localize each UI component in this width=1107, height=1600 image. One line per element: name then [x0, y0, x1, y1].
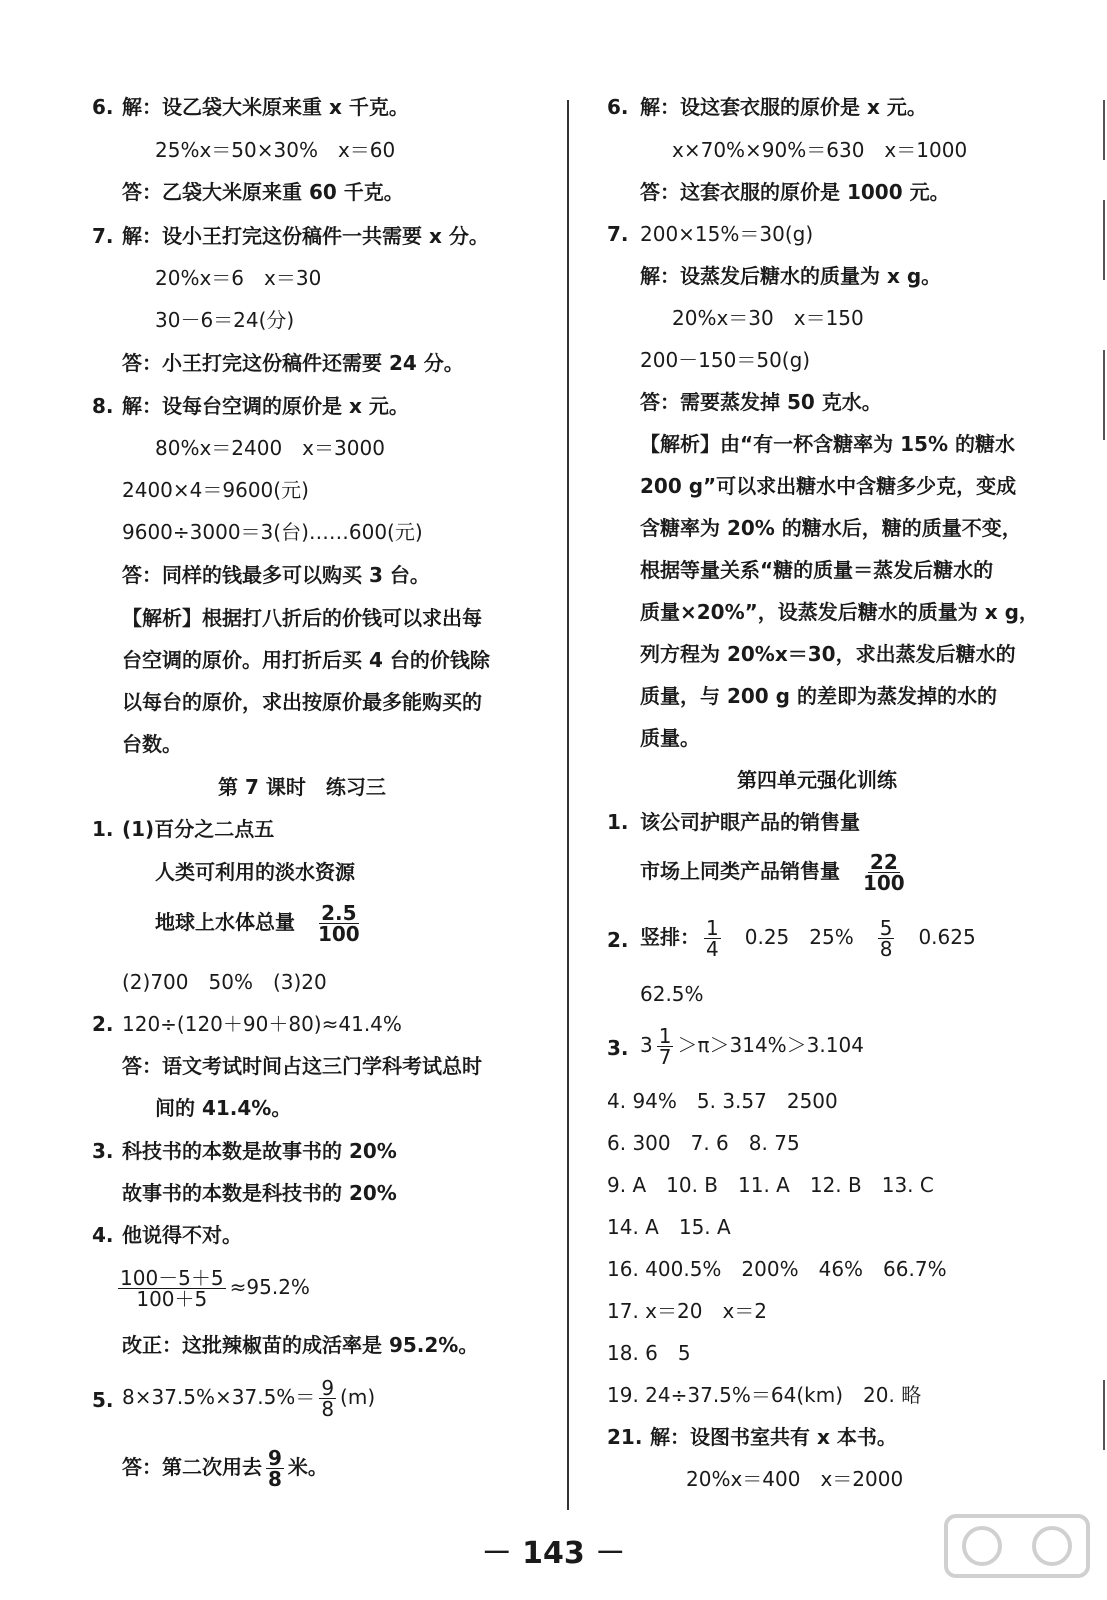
text-segment: 竖排：	[640, 925, 700, 949]
fraction	[118, 1268, 226, 1309]
answer-row: 14. A 15. A	[607, 1215, 731, 1239]
denominator: 100＋5	[136, 1287, 208, 1311]
answer-row: 9. A 10. B 11. A 12. B 13. C	[607, 1173, 934, 1197]
text-segment: 3	[640, 1033, 653, 1057]
analysis-line: 台数。	[122, 732, 182, 756]
analysis-line: 200 g”可以求出糖水中含糖多少克，变成	[640, 474, 1017, 498]
equation: 80%x＝2400 x＝3000	[155, 436, 385, 460]
answer-row: 18. 6 5	[607, 1341, 691, 1365]
scan-edge-mark	[1103, 200, 1105, 280]
text-line: 该公司护眼产品的销售量	[640, 810, 860, 834]
text-segment: 8×37.5%×37.5%＝	[122, 1385, 316, 1409]
fraction	[316, 903, 362, 944]
answer-row: 17. x＝20 x＝2	[607, 1299, 768, 1323]
item-number: 2.	[92, 1012, 114, 1036]
answer-row: 4. 94% 5. 3.57 2500	[607, 1089, 838, 1113]
equation: x×70%×90%＝630 x＝1000	[672, 138, 968, 162]
fraction	[266, 1448, 284, 1489]
numerator: 22	[869, 850, 898, 874]
answer-line: 答：同样的钱最多可以购买 3 台。	[122, 563, 430, 587]
section-title: 第 7 课时 练习三	[218, 775, 386, 799]
answer-line: 答：语文考试时间占这三门学科考试总时	[122, 1054, 482, 1078]
answer-line: 答：需要蒸发掉 50 克水。	[640, 390, 882, 414]
item-number: 7.	[92, 224, 114, 248]
equation: 9600÷3000＝3(台)……600(元)	[122, 520, 423, 544]
fraction-line	[122, 1378, 375, 1419]
text-line: 解：设这套衣服的原价是 x 元。	[640, 95, 927, 119]
text-segment: 市场上同类产品销售量	[640, 859, 840, 883]
item-number: 8.	[92, 394, 114, 418]
item-number: 2.	[607, 928, 629, 952]
text-line: 解：设小王打完这份稿件一共需要 x 分。	[122, 224, 489, 248]
denominator: 8	[321, 1397, 335, 1421]
text-line: (1)百分之二点五	[122, 817, 275, 841]
fraction	[861, 852, 907, 893]
answer-line: 答：乙袋大米原来重 60 千克。	[122, 180, 404, 204]
item-number: 7.	[607, 222, 629, 246]
answer-row: 19. 24÷37.5%＝64(km) 20. 略	[607, 1383, 922, 1407]
answer-line: 间的 41.4%。	[155, 1096, 292, 1120]
analysis-line: 【解析】由“有一杯含糖率为 15% 的糖水	[640, 432, 1015, 456]
text-line: 解：设图书室共有 x 本书。	[650, 1425, 897, 1449]
analysis-line: 质量。	[640, 726, 700, 750]
numerator: 2.5	[321, 901, 357, 925]
item-number: 6.	[607, 95, 629, 119]
equation: 2400×4＝9600(元)	[122, 478, 309, 502]
text-line: 62.5%	[640, 982, 704, 1006]
item-number: 5.	[92, 1388, 114, 1412]
fraction-line	[122, 1448, 328, 1489]
equation: 30－6＝24(分)	[155, 308, 295, 332]
denominator: 100	[862, 871, 905, 895]
analysis-line: 含糖率为 20% 的糖水后，糖的质量不变，	[640, 516, 1022, 540]
answer-line: 改正：这批辣椒苗的成活率是 95.2%。	[122, 1333, 479, 1357]
item-number: 4.	[92, 1223, 114, 1247]
fraction	[704, 918, 721, 959]
scan-edge-mark	[1103, 350, 1105, 440]
analysis-line: 台空调的原价。用打折后买 4 台的价钱除	[122, 648, 490, 672]
fraction-line	[640, 852, 911, 893]
equation: 25%x＝50×30% x＝60	[155, 138, 396, 162]
equation: 200×15%＝30(g)	[640, 222, 814, 246]
text-line: 科技书的本数是故事书的 20%	[122, 1139, 397, 1163]
numerator: 9	[268, 1446, 282, 1470]
analysis-line: 质量，与 200 g 的差即为蒸发掉的水的	[640, 684, 997, 708]
fraction	[319, 1378, 336, 1419]
analysis-line: 根据等量关系“糖的质量＝蒸发后糖水的	[640, 558, 994, 582]
item-number: 21.	[607, 1425, 643, 1449]
text-line: 解：设乙袋大米原来重 x 千克。	[122, 95, 409, 119]
equation: 120÷(120＋90＋80)≈41.4%	[122, 1012, 402, 1036]
denominator: 100	[317, 922, 360, 946]
analysis-line: 以每台的原价，求出按原价最多能购买的	[122, 690, 482, 714]
numerator: 100－5＋5	[120, 1266, 224, 1290]
text-line: 故事书的本数是科技书的 20%	[122, 1181, 397, 1205]
fraction	[657, 1026, 674, 1067]
text-segment: 米。	[287, 1455, 328, 1479]
denominator: 8	[879, 937, 893, 961]
answer-line: 答：这套衣服的原价是 1000 元。	[640, 180, 950, 204]
fraction-line	[118, 1268, 310, 1309]
page-number: － 143 －	[481, 1536, 626, 1571]
numerator: 1	[658, 1024, 672, 1048]
equation: 20%x＝400 x＝2000	[686, 1467, 904, 1491]
column-divider	[567, 100, 569, 1510]
numerator: 1	[706, 916, 719, 940]
text-line: 解：设蒸发后糖水的质量为 x g。	[640, 264, 942, 288]
item-number: 3.	[92, 1139, 114, 1163]
section-title: 第四单元强化训练	[737, 768, 897, 792]
equation: 20%x＝30 x＝150	[672, 306, 864, 330]
analysis-line: 【解析】根据打八折后的价钱可以求出每	[122, 606, 482, 630]
denominator: 7	[658, 1045, 672, 1069]
fraction-line	[640, 918, 976, 959]
item-number: 3.	[607, 1036, 629, 1060]
answer-line: 答：小王打完这份稿件还需要 24 分。	[122, 351, 464, 375]
item-number: 1.	[607, 810, 629, 834]
text-segment: 地球上水体总量	[155, 910, 295, 934]
text-line: 人类可利用的淡水资源	[155, 860, 355, 884]
text-segment: 0.25 25%	[724, 925, 874, 949]
item-number: 1.	[92, 817, 114, 841]
fraction	[878, 918, 895, 959]
fraction-line	[640, 1026, 864, 1067]
equation: 200－150＝50(g)	[640, 348, 811, 372]
fraction-line	[155, 903, 366, 944]
text-segment: (m)	[340, 1385, 376, 1409]
text-segment: ≈95.2%	[229, 1275, 310, 1299]
item-number: 6.	[92, 95, 114, 119]
text-segment: ＞π＞314%＞3.104	[677, 1033, 864, 1057]
text-segment: 答：第二次用去	[122, 1455, 262, 1479]
watermark-logo-icon	[942, 1510, 1092, 1585]
denominator: 8	[268, 1467, 282, 1491]
denominator: 4	[706, 937, 719, 961]
analysis-line: 质量×20%”，设蒸发后糖水的质量为 x g，	[640, 600, 1039, 624]
text-line: (2)700 50% (3)20	[122, 970, 327, 994]
numerator: 9	[321, 1376, 335, 1400]
scan-edge-mark	[1103, 1380, 1105, 1450]
equation: 20%x＝6 x＝30	[155, 266, 322, 290]
numerator: 5	[879, 916, 893, 940]
text-segment: 0.625	[898, 925, 976, 949]
answer-row: 6. 300 7. 6 8. 75	[607, 1131, 800, 1155]
analysis-line: 列方程为 20%x＝30，求出蒸发后糖水的	[640, 642, 1016, 666]
answer-row: 16. 400.5% 200% 46% 66.7%	[607, 1257, 947, 1281]
text-line: 解：设每台空调的原价是 x 元。	[122, 394, 409, 418]
text-line: 他说得不对。	[122, 1223, 242, 1247]
scan-edge-mark	[1103, 100, 1105, 160]
